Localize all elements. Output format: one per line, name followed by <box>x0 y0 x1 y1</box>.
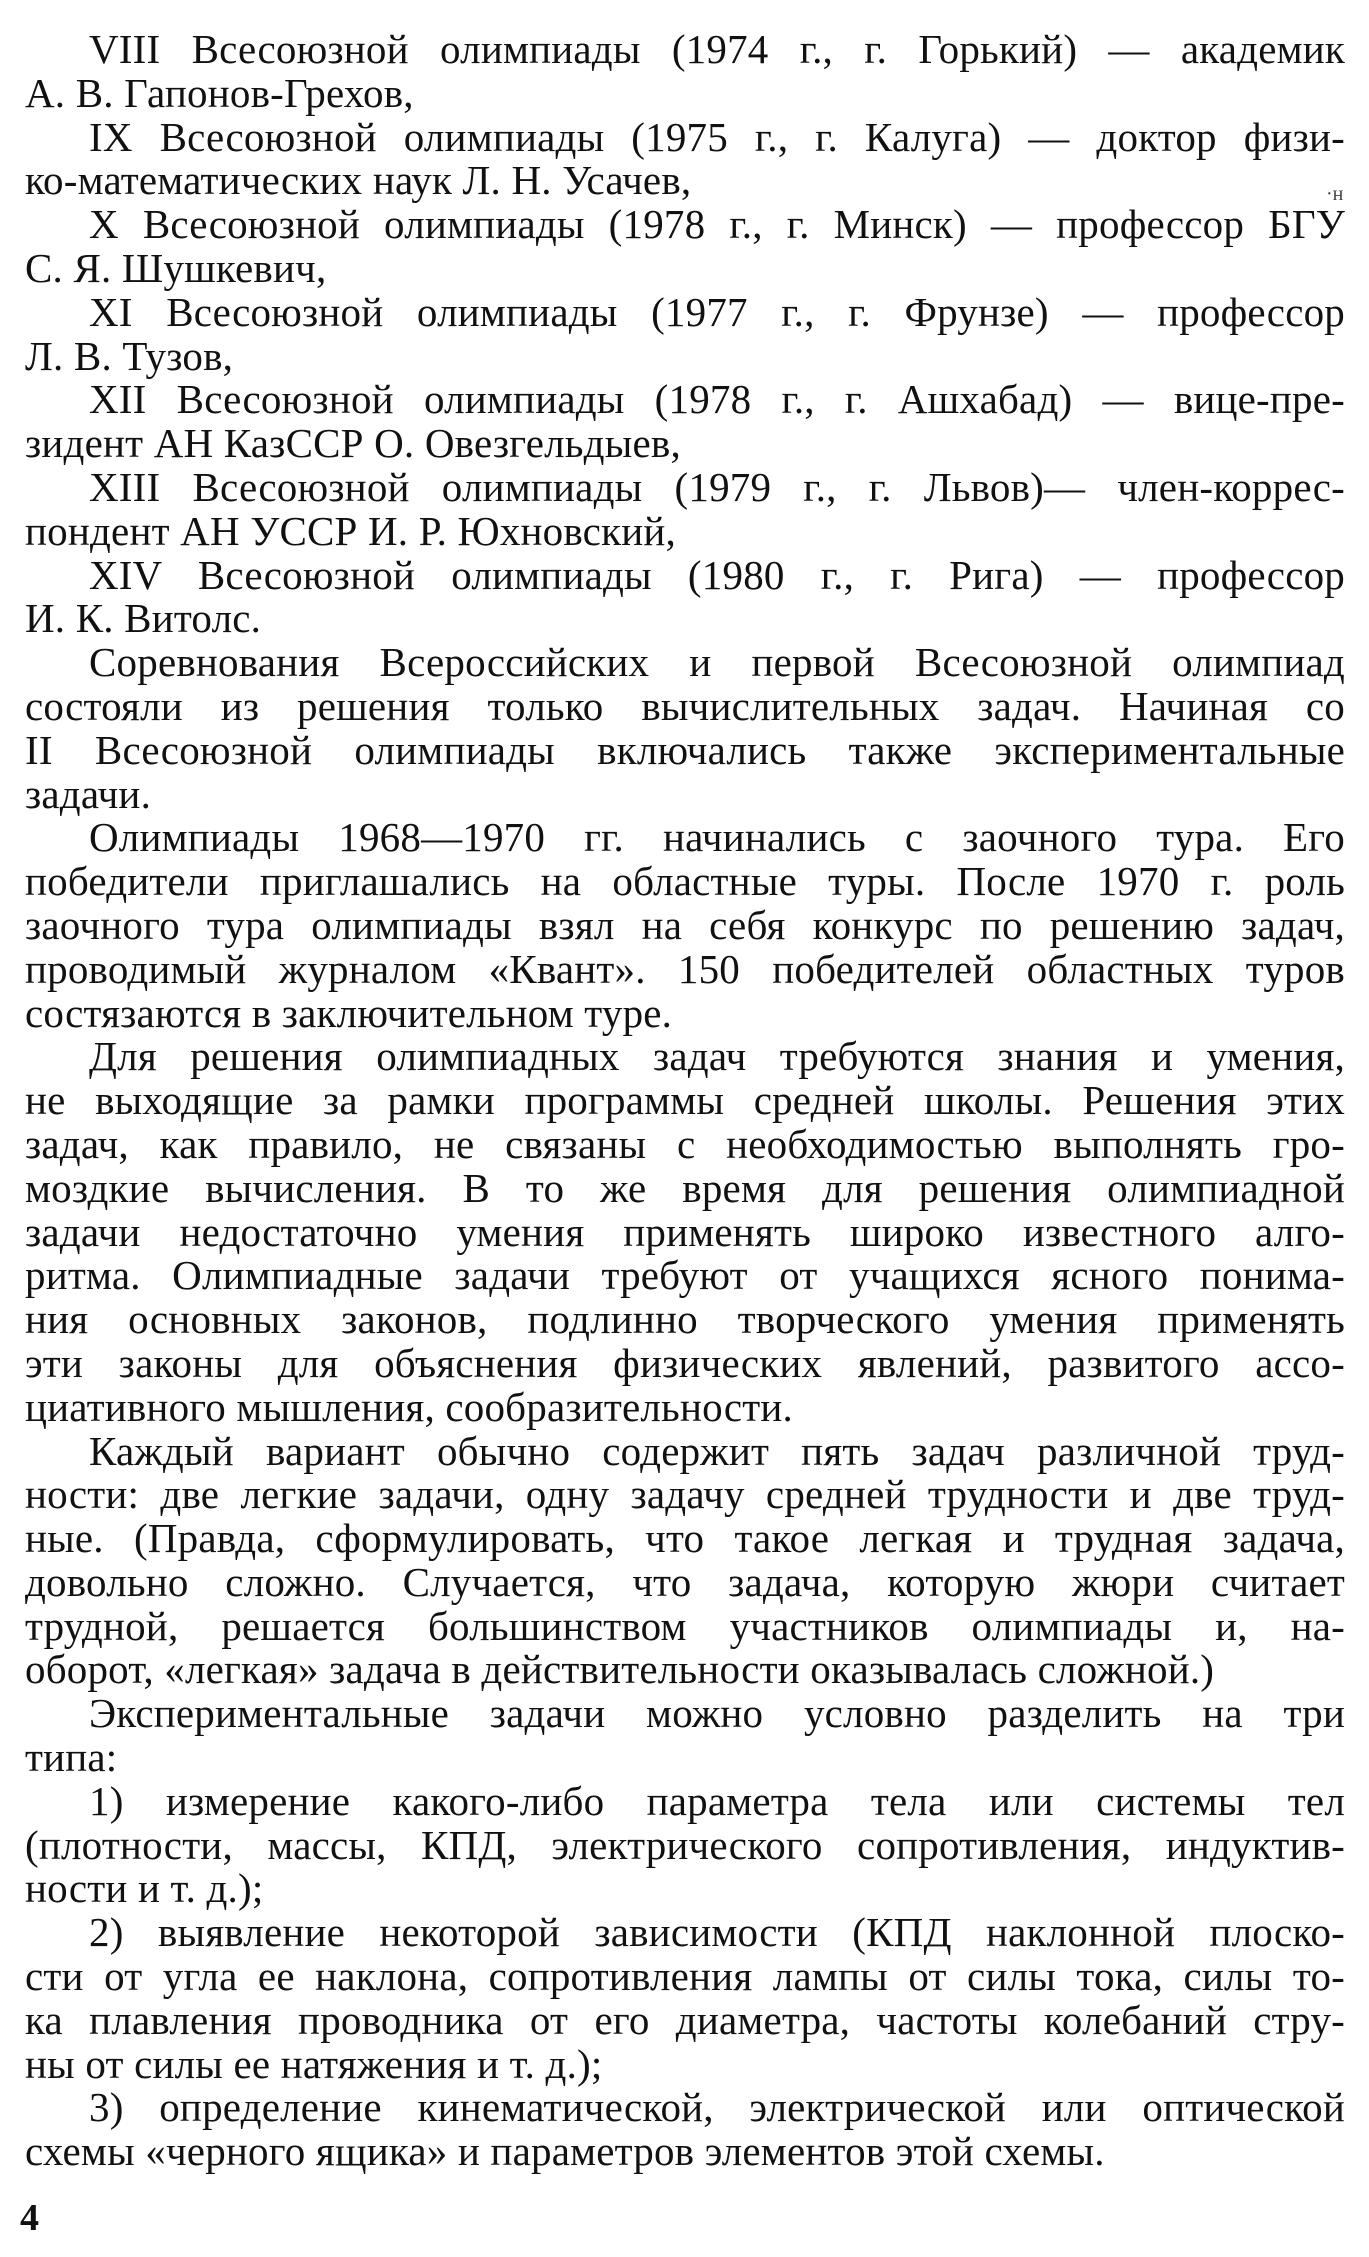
text-line: моздкие вычисления. В то же время для решения олимпиадной <box>25 1164 1345 1211</box>
text-line: Экспериментальные задачи можно условно разделить на три <box>89 1690 1345 1737</box>
list-item-type-1 <box>25 1777 1345 1912</box>
text-line: задачи. <box>25 770 152 817</box>
margin-mark: ·н <box>1326 183 1344 205</box>
text-line: Каждый вариант обычно содержит пять задач различной труд- <box>89 1427 1345 1474</box>
text-line: эти законы для объяснения физических явлений, развитого ассо- <box>25 1339 1345 1386</box>
paragraph-olympiad-8 <box>25 28 1345 116</box>
list-item-type-2 <box>25 1911 1345 2086</box>
paragraph-olympiad-9 <box>25 113 1345 204</box>
paragraph-knowledge <box>25 1035 1345 1429</box>
text-line: ния основных законов, подлинно творческого умения применять <box>25 1296 1345 1343</box>
paragraph-competitions <box>25 641 1345 816</box>
text-line: победители приглашались на областные туры. После 1970 г. роль <box>25 858 1345 905</box>
text-line: ка плавления проводника от его диаметра, частоты колебаний стру- <box>25 1996 1345 2043</box>
text-line: XIV Всесоюзной олимпиады (1980 г., г. Рига) — профессор <box>89 551 1345 598</box>
text-line: типа: <box>25 1734 118 1781</box>
paragraph-olympiad-11 <box>25 288 1345 379</box>
text-line: Олимпиады 1968—1970 гг. начинались с заочного тура. Его <box>89 814 1345 861</box>
text-line: трудной, решается большинством участников олимпиады и, на- <box>25 1602 1345 1649</box>
text-line: состояли из решения только вычислительных задач. Начиная со <box>25 682 1345 729</box>
text-line: IX Всесоюзной олимпиады (1975 г., г. Калуга) — доктор физи- <box>89 113 1345 160</box>
text-line: сти от угла ее наклона, сопротивления лампы от силы тока, силы то- <box>25 1953 1345 2000</box>
text-line: зидент АН КазССР О. Овезгельдыев, <box>25 420 681 467</box>
text-line: ны от силы ее натяжения и т. д.); <box>25 2040 603 2087</box>
text-line: ные. (Правда, сформулировать, что такое легкая и трудная задача, <box>25 1515 1345 1562</box>
text-line: ности: две легкие задачи, одну задачу средней трудности и две труд- <box>25 1471 1345 1518</box>
text-line: Л. В. Тузов, <box>25 332 234 379</box>
page-number: 4 <box>20 2197 39 2239</box>
list-item-type-3 <box>25 2086 1345 2174</box>
text-line: XI Всесоюзной олимпиады (1977 г., г. Фрунзе) — профессор <box>89 288 1345 335</box>
text-line: С. Я. Шушкевич, <box>25 244 327 291</box>
text-line: II Всесоюзной олимпиады включались также экспериментальные <box>25 726 1345 773</box>
text-line: И. К. Витолс. <box>25 595 262 642</box>
text-line: ритма. Олимпиадные задачи требуют от учащихся ясного понима- <box>25 1252 1345 1299</box>
text-line: 2) выявление некоторой зависимости (КПД наклонной плоско- <box>89 1909 1345 1956</box>
text-line: довольно сложно. Случается, что задача, которую жюри считает <box>25 1558 1345 1605</box>
text-line: схемы «черного ящика» и параметров элементов этой схемы. <box>25 2128 1105 2175</box>
page-body <box>25 28 1345 2174</box>
text-line: Соревнования Всероссийских и первой Всесоюзной олимпиад <box>89 639 1345 686</box>
paragraph-olympiad-14 <box>25 551 1345 642</box>
text-line: не выходящие за рамки программы средней школы. Решения этих <box>25 1077 1345 1124</box>
text-line: заочного тура олимпиады взял на себя конкурс по решению задач, <box>25 901 1345 948</box>
paragraph-correspondence-round <box>25 816 1345 1035</box>
paragraph-variant <box>25 1427 1345 1693</box>
text-line: Для решения олимпиадных задач требуются знания и умения, <box>89 1033 1345 1080</box>
text-line: циативного мышления, сообразительности. <box>25 1383 793 1430</box>
text-line: (плотности, массы, КПД, электрического сопротивления, индуктив- <box>25 1821 1345 1868</box>
text-line: X Всесоюзной олимпиады (1978 г., г. Минск) — профессор БГУ <box>89 201 1345 248</box>
paragraph-olympiad-13 <box>25 463 1345 554</box>
text-line: VIII Всесоюзной олимпиады (1974 г., г. Горький) — академик <box>89 26 1345 72</box>
text-line: состязаются в заключительном туре. <box>25 989 673 1036</box>
text-line: ности и т. д.); <box>25 1865 264 1912</box>
paragraph-experimental <box>25 1692 1345 1780</box>
text-line: 1) измерение какого-либо параметра тела или системы тел <box>89 1777 1345 1824</box>
text-line: задачи недостаточно умения применять широко известного алго- <box>25 1208 1345 1255</box>
text-line: 3) определение кинематической, электрической или оптической <box>89 2084 1345 2131</box>
text-line: задач, как правило, не связаны с необходимостью выполнять гро- <box>25 1120 1345 1167</box>
text-line: проводимый журналом «Квант». 150 победителей областных туров <box>25 945 1345 992</box>
paragraph-olympiad-12 <box>25 378 1345 466</box>
text-line: XIII Всесоюзной олимпиады (1979 г., г. Львов)— член-коррес- <box>89 463 1345 510</box>
text-line: XII Всесоюзной олимпиады (1978 г., г. Ашхабад) — вице-пре- <box>89 376 1345 423</box>
text-line: ко-математических наук Л. Н. Усачев, <box>25 157 692 204</box>
text-line: пондент АН УССР И. Р. Юхновский, <box>25 507 676 554</box>
text-line: оборот, «легкая» задача в действительности оказывалась сложной.) <box>25 1646 1215 1693</box>
paragraph-olympiad-10 <box>25 203 1345 291</box>
text-line: А. В. Гапонов-Грехов, <box>25 69 414 116</box>
